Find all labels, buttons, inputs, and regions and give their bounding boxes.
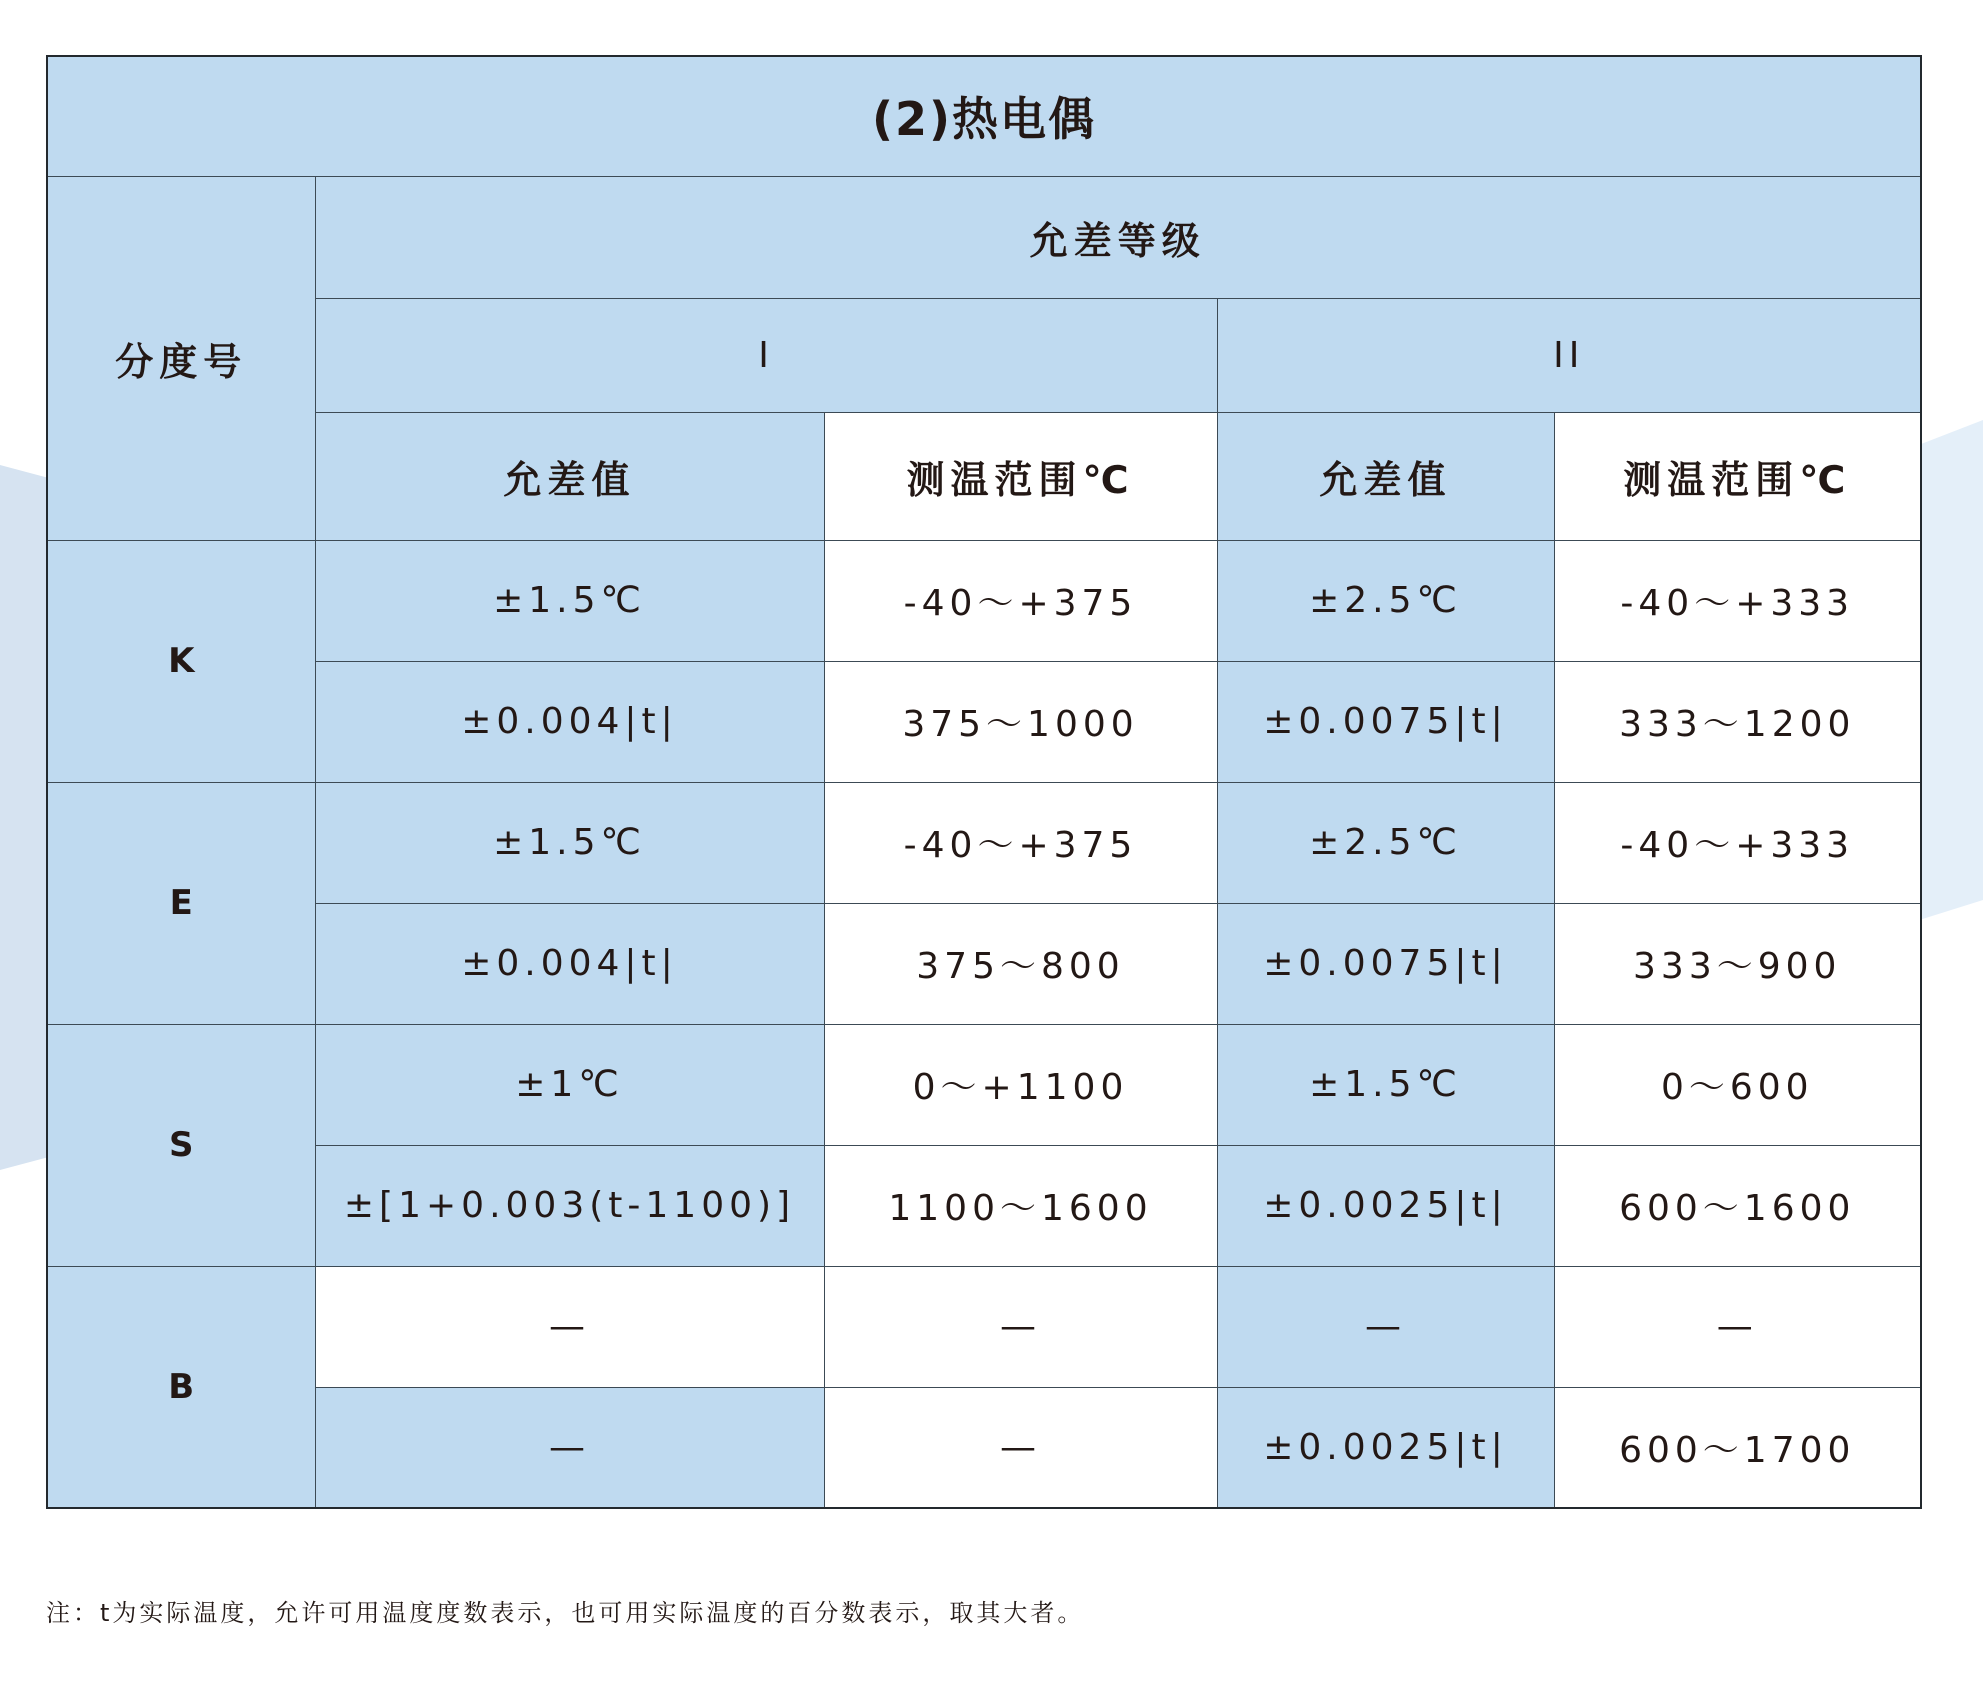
grade-1-tolerance-cell: ±1.5℃ xyxy=(315,782,824,903)
grade-2-tolerance-cell: — xyxy=(1217,1266,1554,1387)
table-row xyxy=(47,782,1921,903)
grade-1-tolerance-cell: — xyxy=(315,1387,824,1508)
grade-1-range-cell: 375～1000 xyxy=(824,661,1217,782)
division-code-k: K xyxy=(47,540,315,782)
grade-2-range-cell: — xyxy=(1554,1266,1921,1387)
table-row xyxy=(47,661,1921,782)
grade-2-tolerance-cell: ±0.0025|t| xyxy=(1217,1387,1554,1508)
tolerance-class-header: 允差等级 xyxy=(315,176,1921,298)
grade-1-range-cell: — xyxy=(824,1266,1217,1387)
grade-2-range-cell: -40～+333 xyxy=(1554,540,1921,661)
grade-1-range-cell: 375～800 xyxy=(824,903,1217,1024)
grade-1-range-header: 测温范围℃ xyxy=(824,412,1217,540)
grade-1-range-cell: -40～+375 xyxy=(824,782,1217,903)
division-code-s: S xyxy=(47,1024,315,1266)
table-row xyxy=(47,1145,1921,1266)
grade-2-range-cell: 333～900 xyxy=(1554,903,1921,1024)
table-row xyxy=(47,1024,1921,1145)
grade-2-tolerance-cell: ±2.5℃ xyxy=(1217,540,1554,661)
grade-1-range-cell: — xyxy=(824,1387,1217,1508)
table-row xyxy=(47,903,1921,1024)
table-row xyxy=(47,540,1921,661)
grade-1-tolerance-cell: ±0.004|t| xyxy=(315,903,824,1024)
grade-2-range-cell: 0～600 xyxy=(1554,1024,1921,1145)
footnote: 注：t为实际温度，允许可用温度度数表示，也可用实际温度的百分数表示，取其大者。 xyxy=(46,1599,1085,1627)
grade-2-tolerance-cell: ±1.5℃ xyxy=(1217,1024,1554,1145)
grade-1-tolerance-cell: ±0.004|t| xyxy=(315,661,824,782)
grade-2-range-cell: 333～1200 xyxy=(1554,661,1921,782)
table-row xyxy=(47,1266,1921,1387)
division-code-e: E xyxy=(47,782,315,1024)
division-number-header: 分度号 xyxy=(47,176,315,540)
grade-1-tolerance-cell: ±[1+0.003(t-1100)] xyxy=(315,1145,824,1266)
grade-2-range-header: 测温范围℃ xyxy=(1554,412,1921,540)
table-title: (2)热电偶 xyxy=(47,56,1921,176)
grade-2-tolerance-cell: ±0.0075|t| xyxy=(1217,903,1554,1024)
grade-1-tolerance-cell: ±1℃ xyxy=(315,1024,824,1145)
grade-2-range-cell: 600～1600 xyxy=(1554,1145,1921,1266)
grade-2-tolerance-cell: ±0.0025|t| xyxy=(1217,1145,1554,1266)
grade-2-tolerance-cell: ±0.0075|t| xyxy=(1217,661,1554,782)
grade-2-tolerance-header: 允差值 xyxy=(1217,412,1554,540)
grade-1-range-cell: 0～+1100 xyxy=(824,1024,1217,1145)
grade-1-range-cell: 1100～1600 xyxy=(824,1145,1217,1266)
grade-1-range-cell: -40～+375 xyxy=(824,540,1217,661)
grade-2-range-cell: -40～+333 xyxy=(1554,782,1921,903)
division-code-b: B xyxy=(47,1266,315,1508)
grade-1-tolerance-cell: — xyxy=(315,1266,824,1387)
grade-2-range-cell: 600～1700 xyxy=(1554,1387,1921,1508)
grade-1-tolerance-header: 允差值 xyxy=(315,412,824,540)
grade-1-header: I xyxy=(315,298,1217,412)
table-row xyxy=(47,1387,1921,1508)
grade-2-header: II xyxy=(1217,298,1921,412)
grade-1-tolerance-cell: ±1.5℃ xyxy=(315,540,824,661)
grade-2-tolerance-cell: ±2.5℃ xyxy=(1217,782,1554,903)
thermocouple-tolerance-table xyxy=(46,55,1922,1509)
